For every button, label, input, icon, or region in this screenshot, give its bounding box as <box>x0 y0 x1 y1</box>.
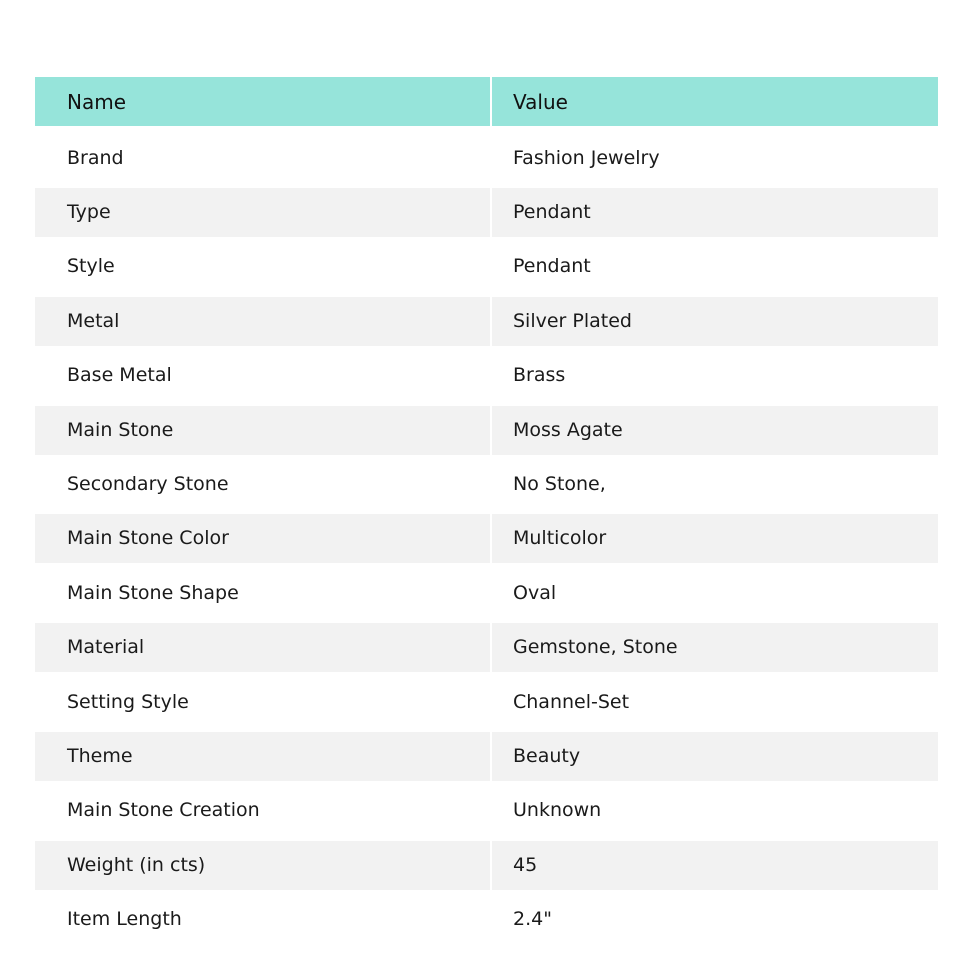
spec-name: Item Length <box>67 908 182 931</box>
table-row <box>35 185 938 239</box>
spec-value: Oval <box>490 566 938 620</box>
table-row <box>35 729 938 783</box>
table-row <box>35 403 938 457</box>
spec-name: Theme <box>35 732 490 781</box>
table-row <box>35 838 938 892</box>
table-row <box>35 621 938 675</box>
table-row <box>35 892 938 946</box>
spec-value: Moss Agate <box>490 406 938 455</box>
spec-value: Channel-Set <box>490 675 938 729</box>
spec-name: Main Stone Color <box>35 514 490 563</box>
table-row <box>35 294 938 348</box>
table-row <box>35 512 938 566</box>
table-row <box>35 566 938 620</box>
spec-value: No Stone, <box>490 457 938 511</box>
spec-name: Setting Style <box>67 690 189 713</box>
spec-value: Beauty <box>490 732 938 781</box>
spec-name: Base Metal <box>67 364 172 387</box>
table-row <box>35 675 938 729</box>
spec-value: 2.4" <box>490 892 938 946</box>
spec-name: Material <box>35 623 490 672</box>
spec-name: Brand <box>67 146 124 169</box>
spec-name: Metal <box>35 297 490 346</box>
spec-name: Secondary Stone <box>67 473 229 496</box>
spec-value: Fashion Jewelry <box>490 131 938 185</box>
product-specs-table <box>35 77 938 947</box>
spec-name: Main Stone Shape <box>67 581 239 604</box>
table-header-row <box>35 77 938 126</box>
spec-name: Type <box>35 188 490 237</box>
spec-name: Main Stone Creation <box>67 799 260 822</box>
spec-value: Brass <box>490 349 938 403</box>
spec-value: 45 <box>490 841 938 890</box>
spec-name: Weight (in cts) <box>35 841 490 890</box>
table-row <box>35 131 938 185</box>
spec-value: Pendant <box>490 188 938 237</box>
table-row <box>35 784 938 838</box>
table-row <box>35 349 938 403</box>
spec-value: Gemstone, Stone <box>490 623 938 672</box>
spec-name: Style <box>67 255 115 278</box>
table-row <box>35 457 938 511</box>
spec-value: Multicolor <box>490 514 938 563</box>
spec-name: Main Stone <box>35 406 490 455</box>
column-header-value: Value <box>490 77 938 126</box>
spec-value: Unknown <box>490 784 938 838</box>
spec-value: Pendant <box>490 240 938 294</box>
column-header-name: Name <box>67 89 127 114</box>
spec-value: Silver Plated <box>490 297 938 346</box>
table-row <box>35 240 938 294</box>
